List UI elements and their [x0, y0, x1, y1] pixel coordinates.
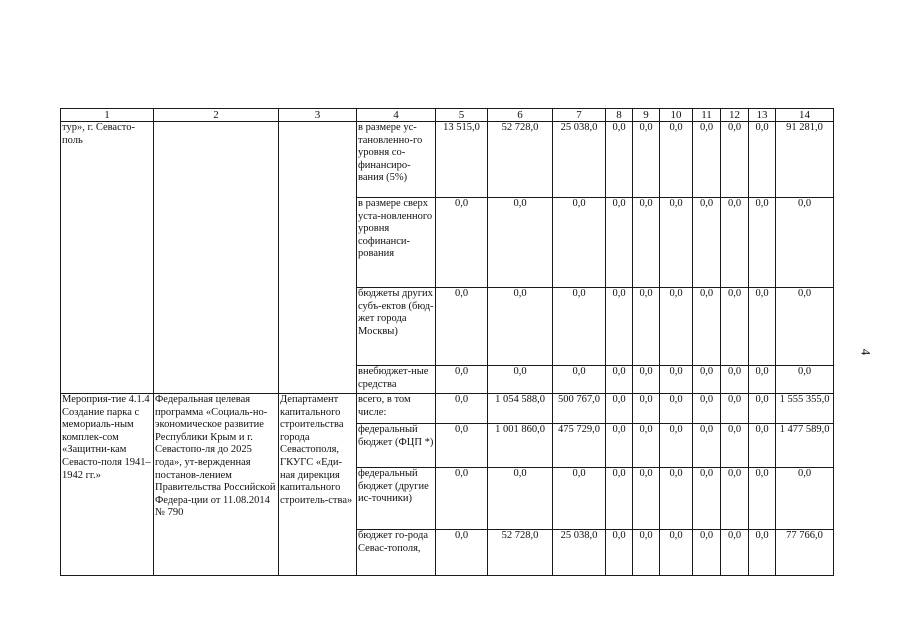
funding-source-cell: бюджеты других субъ-ектов (бюд-жет города Москвы) [357, 288, 436, 366]
value-cell: 0,0 [693, 198, 721, 288]
header-cell: 8 [606, 109, 633, 122]
value-cell: 0,0 [721, 288, 749, 366]
header-cell: 11 [693, 109, 721, 122]
value-cell: 0,0 [749, 394, 776, 424]
value-cell: 0,0 [693, 530, 721, 576]
value-cell: 0,0 [633, 198, 660, 288]
table-row [61, 394, 834, 424]
program-cell [154, 122, 279, 394]
value-cell: 0,0 [553, 288, 606, 366]
value-cell: 0,0 [660, 122, 693, 198]
value-cell: 0,0 [660, 468, 693, 530]
value-cell: 0,0 [436, 530, 488, 576]
value-cell: 0,0 [606, 288, 633, 366]
header-row [61, 109, 834, 122]
value-cell: 0,0 [660, 288, 693, 366]
value-cell: 0,0 [749, 288, 776, 366]
value-cell: 13 515,0 [436, 122, 488, 198]
value-cell: 0,0 [693, 288, 721, 366]
header-cell: 3 [279, 109, 357, 122]
value-cell: 0,0 [693, 366, 721, 394]
value-cell: 0,0 [693, 122, 721, 198]
value-cell: 0,0 [436, 394, 488, 424]
value-cell: 0,0 [660, 366, 693, 394]
value-cell: 0,0 [488, 198, 553, 288]
value-cell: 0,0 [776, 468, 834, 530]
value-cell: 52 728,0 [488, 122, 553, 198]
value-cell: 0,0 [749, 198, 776, 288]
value-cell: 0,0 [606, 424, 633, 468]
header-cell: 14 [776, 109, 834, 122]
value-cell: 0,0 [776, 198, 834, 288]
header-cell: 4 [357, 109, 436, 122]
value-cell: 0,0 [749, 424, 776, 468]
funding-source-cell: бюджет го-рода Севас-тополя, [357, 530, 436, 576]
header-cell: 12 [721, 109, 749, 122]
funding-source-cell: внебюджет-ные средства [357, 366, 436, 394]
value-cell: 0,0 [488, 468, 553, 530]
value-cell: 0,0 [553, 366, 606, 394]
activity-name-cell: Мероприя-тие 4.1.4 Создание парка с мемориаль-ным комплек-сом «Защитни-кам Севасто-поля 1941–1942 гг.» [61, 394, 154, 576]
value-cell: 0,0 [553, 198, 606, 288]
value-cell: 0,0 [776, 366, 834, 394]
header-cell: 7 [553, 109, 606, 122]
value-cell: 0,0 [660, 424, 693, 468]
value-cell: 0,0 [606, 366, 633, 394]
value-cell: 0,0 [633, 468, 660, 530]
value-cell: 0,0 [606, 394, 633, 424]
value-cell: 1 555 355,0 [776, 394, 834, 424]
value-cell: 0,0 [633, 122, 660, 198]
value-cell: 0,0 [721, 530, 749, 576]
value-cell: 0,0 [633, 530, 660, 576]
value-cell: 0,0 [606, 468, 633, 530]
header-cell: 10 [660, 109, 693, 122]
value-cell: 0,0 [693, 424, 721, 468]
value-cell: 0,0 [660, 394, 693, 424]
value-cell: 0,0 [553, 468, 606, 530]
budget-table [60, 108, 834, 576]
value-cell: 0,0 [436, 288, 488, 366]
funding-source-cell: в размере сверх уста-новленного уровня софинанси-рования [357, 198, 436, 288]
value-cell: 0,0 [721, 122, 749, 198]
page-number: 4 [858, 348, 874, 356]
value-cell: 0,0 [633, 424, 660, 468]
header-cell: 9 [633, 109, 660, 122]
header-cell: 5 [436, 109, 488, 122]
value-cell: 0,0 [436, 424, 488, 468]
value-cell: 25 038,0 [553, 122, 606, 198]
value-cell: 1 054 588,0 [488, 394, 553, 424]
header-cell: 1 [61, 109, 154, 122]
executor-cell: Департамент капитального строительства города Севастополя, ГКУГС «Еди-ная дирекция капитального строитель-ства» [279, 394, 357, 576]
funding-source-cell: федеральный бюджет (ФЦП *) [357, 424, 436, 468]
header-cell: 13 [749, 109, 776, 122]
value-cell: 0,0 [749, 530, 776, 576]
table-row [61, 122, 834, 198]
value-cell: 52 728,0 [488, 530, 553, 576]
value-cell: 0,0 [606, 122, 633, 198]
activity-name-cell: тур», г. Севасто-поль [61, 122, 154, 394]
value-cell: 0,0 [436, 468, 488, 530]
value-cell: 0,0 [633, 394, 660, 424]
value-cell: 0,0 [693, 468, 721, 530]
value-cell: 77 766,0 [776, 530, 834, 576]
value-cell: 500 767,0 [553, 394, 606, 424]
value-cell: 0,0 [606, 198, 633, 288]
funding-source-cell: всего, в том числе: [357, 394, 436, 424]
header-cell: 2 [154, 109, 279, 122]
funding-source-cell: федеральный бюджет (другие ис-точники) [357, 468, 436, 530]
value-cell: 0,0 [721, 366, 749, 394]
value-cell: 25 038,0 [553, 530, 606, 576]
value-cell: 0,0 [436, 198, 488, 288]
header-cell: 6 [488, 109, 553, 122]
value-cell: 0,0 [436, 366, 488, 394]
value-cell: 0,0 [633, 288, 660, 366]
value-cell: 0,0 [633, 366, 660, 394]
value-cell: 0,0 [488, 366, 553, 394]
value-cell: 475 729,0 [553, 424, 606, 468]
value-cell: 0,0 [721, 424, 749, 468]
value-cell: 0,0 [660, 198, 693, 288]
value-cell: 1 477 589,0 [776, 424, 834, 468]
program-cell: Федеральная целевая программа «Социаль-но-экономическое развитие Республики Крым и г. Севастопо-ля до 2025 года», ут-вержденная постанов-лением Правительства Российской Федера-ции от 11.08.2014 № 790 [154, 394, 279, 576]
value-cell: 0,0 [721, 468, 749, 530]
funding-source-cell: в размере ус-тановленно-го уровня со-финансиро-вания (5%) [357, 122, 436, 198]
value-cell: 1 001 860,0 [488, 424, 553, 468]
value-cell: 91 281,0 [776, 122, 834, 198]
value-cell: 0,0 [660, 530, 693, 576]
value-cell: 0,0 [749, 122, 776, 198]
executor-cell [279, 122, 357, 394]
value-cell: 0,0 [776, 288, 834, 366]
value-cell: 0,0 [749, 468, 776, 530]
value-cell: 0,0 [721, 394, 749, 424]
value-cell: 0,0 [721, 198, 749, 288]
value-cell: 0,0 [749, 366, 776, 394]
value-cell: 0,0 [693, 394, 721, 424]
value-cell: 0,0 [488, 288, 553, 366]
value-cell: 0,0 [606, 530, 633, 576]
